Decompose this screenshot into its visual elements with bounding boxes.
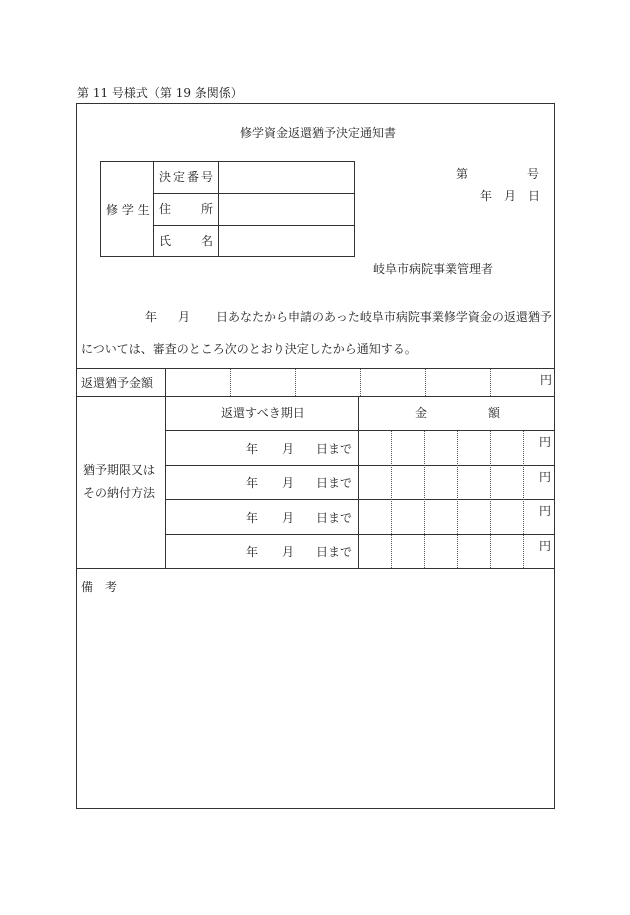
digit-separator (425, 369, 426, 396)
digit-separator (457, 431, 458, 568)
decision-number-label: 決定番号 (159, 170, 216, 184)
row-until: 日まで (316, 476, 353, 490)
row-until: 日まで (316, 511, 353, 525)
yen-unit: 円 (540, 373, 553, 387)
date-year: 年 (480, 189, 493, 203)
issuer-name: 岐阜市病院事業管理者 (373, 262, 494, 276)
label-column-divider (165, 368, 166, 568)
digit-separator (360, 369, 361, 396)
row-year: 年 (246, 442, 259, 456)
table-bottom-line (76, 568, 555, 569)
student-box-divider (218, 161, 219, 257)
row-month: 月 (282, 545, 295, 559)
student-box-row-line (153, 225, 355, 226)
body-text-line1: 日あなたから申請のあった岐阜市病院事業修学資金の返還猶予 (216, 310, 552, 324)
amount-column-divider (358, 396, 359, 568)
doc-number-prefix: 第 (456, 167, 469, 181)
doc-number-suffix: 号 (527, 167, 540, 181)
digit-separator (230, 369, 231, 396)
digit-separator (490, 369, 491, 396)
table-row-line (165, 430, 555, 431)
row-year: 年 (246, 476, 259, 490)
form-number-label: 第 11 号様式（第 19 条関係） (77, 86, 243, 100)
digit-separator (391, 431, 392, 568)
row-month: 月 (282, 476, 295, 490)
student-group-label: 修 学 生 (106, 203, 150, 217)
date-day: 日 (528, 189, 541, 203)
digit-separator (523, 431, 524, 568)
row-year: 年 (246, 511, 259, 525)
deferment-amount-label: 返還猶予金額 (81, 376, 154, 390)
due-date-header: 返還すべき期日 (221, 406, 305, 420)
table-row-line (165, 534, 555, 535)
row-until: 日まで (316, 442, 353, 456)
date-month: 月 (504, 189, 517, 203)
table-top-line (76, 368, 555, 369)
table-row-line (76, 396, 555, 397)
row-month: 月 (282, 442, 295, 456)
row-yen: 円 (539, 435, 552, 449)
name-label: 氏 名 (159, 234, 216, 248)
row-month: 月 (282, 511, 295, 525)
student-box-row-line (153, 193, 355, 194)
table-row-line (165, 465, 555, 466)
row-yen: 円 (539, 539, 552, 553)
body-year: 年 (145, 310, 158, 324)
digit-separator (424, 431, 425, 568)
document-title: 修学資金返還猶予決定通知書 (240, 126, 397, 140)
amount-header-char1: 金 (415, 406, 428, 420)
row-yen: 円 (539, 504, 552, 518)
digit-separator (295, 369, 296, 396)
address-label: 住 所 (159, 202, 216, 216)
table-row-line (165, 499, 555, 500)
body-month: 月 (178, 310, 191, 324)
row-until: 日まで (316, 545, 353, 559)
row-year: 年 (246, 545, 259, 559)
body-text-line2: については、審査のところ次のとおり決定したから通知する。 (81, 342, 417, 356)
student-box-divider (153, 161, 154, 257)
remarks-label: 備 考 (81, 580, 118, 594)
digit-separator (490, 431, 491, 568)
payment-method-label: その納付方法 (83, 486, 156, 500)
amount-header-char2: 額 (488, 406, 501, 420)
deferment-period-label: 猶予期限又は (83, 463, 156, 477)
row-yen: 円 (539, 470, 552, 484)
